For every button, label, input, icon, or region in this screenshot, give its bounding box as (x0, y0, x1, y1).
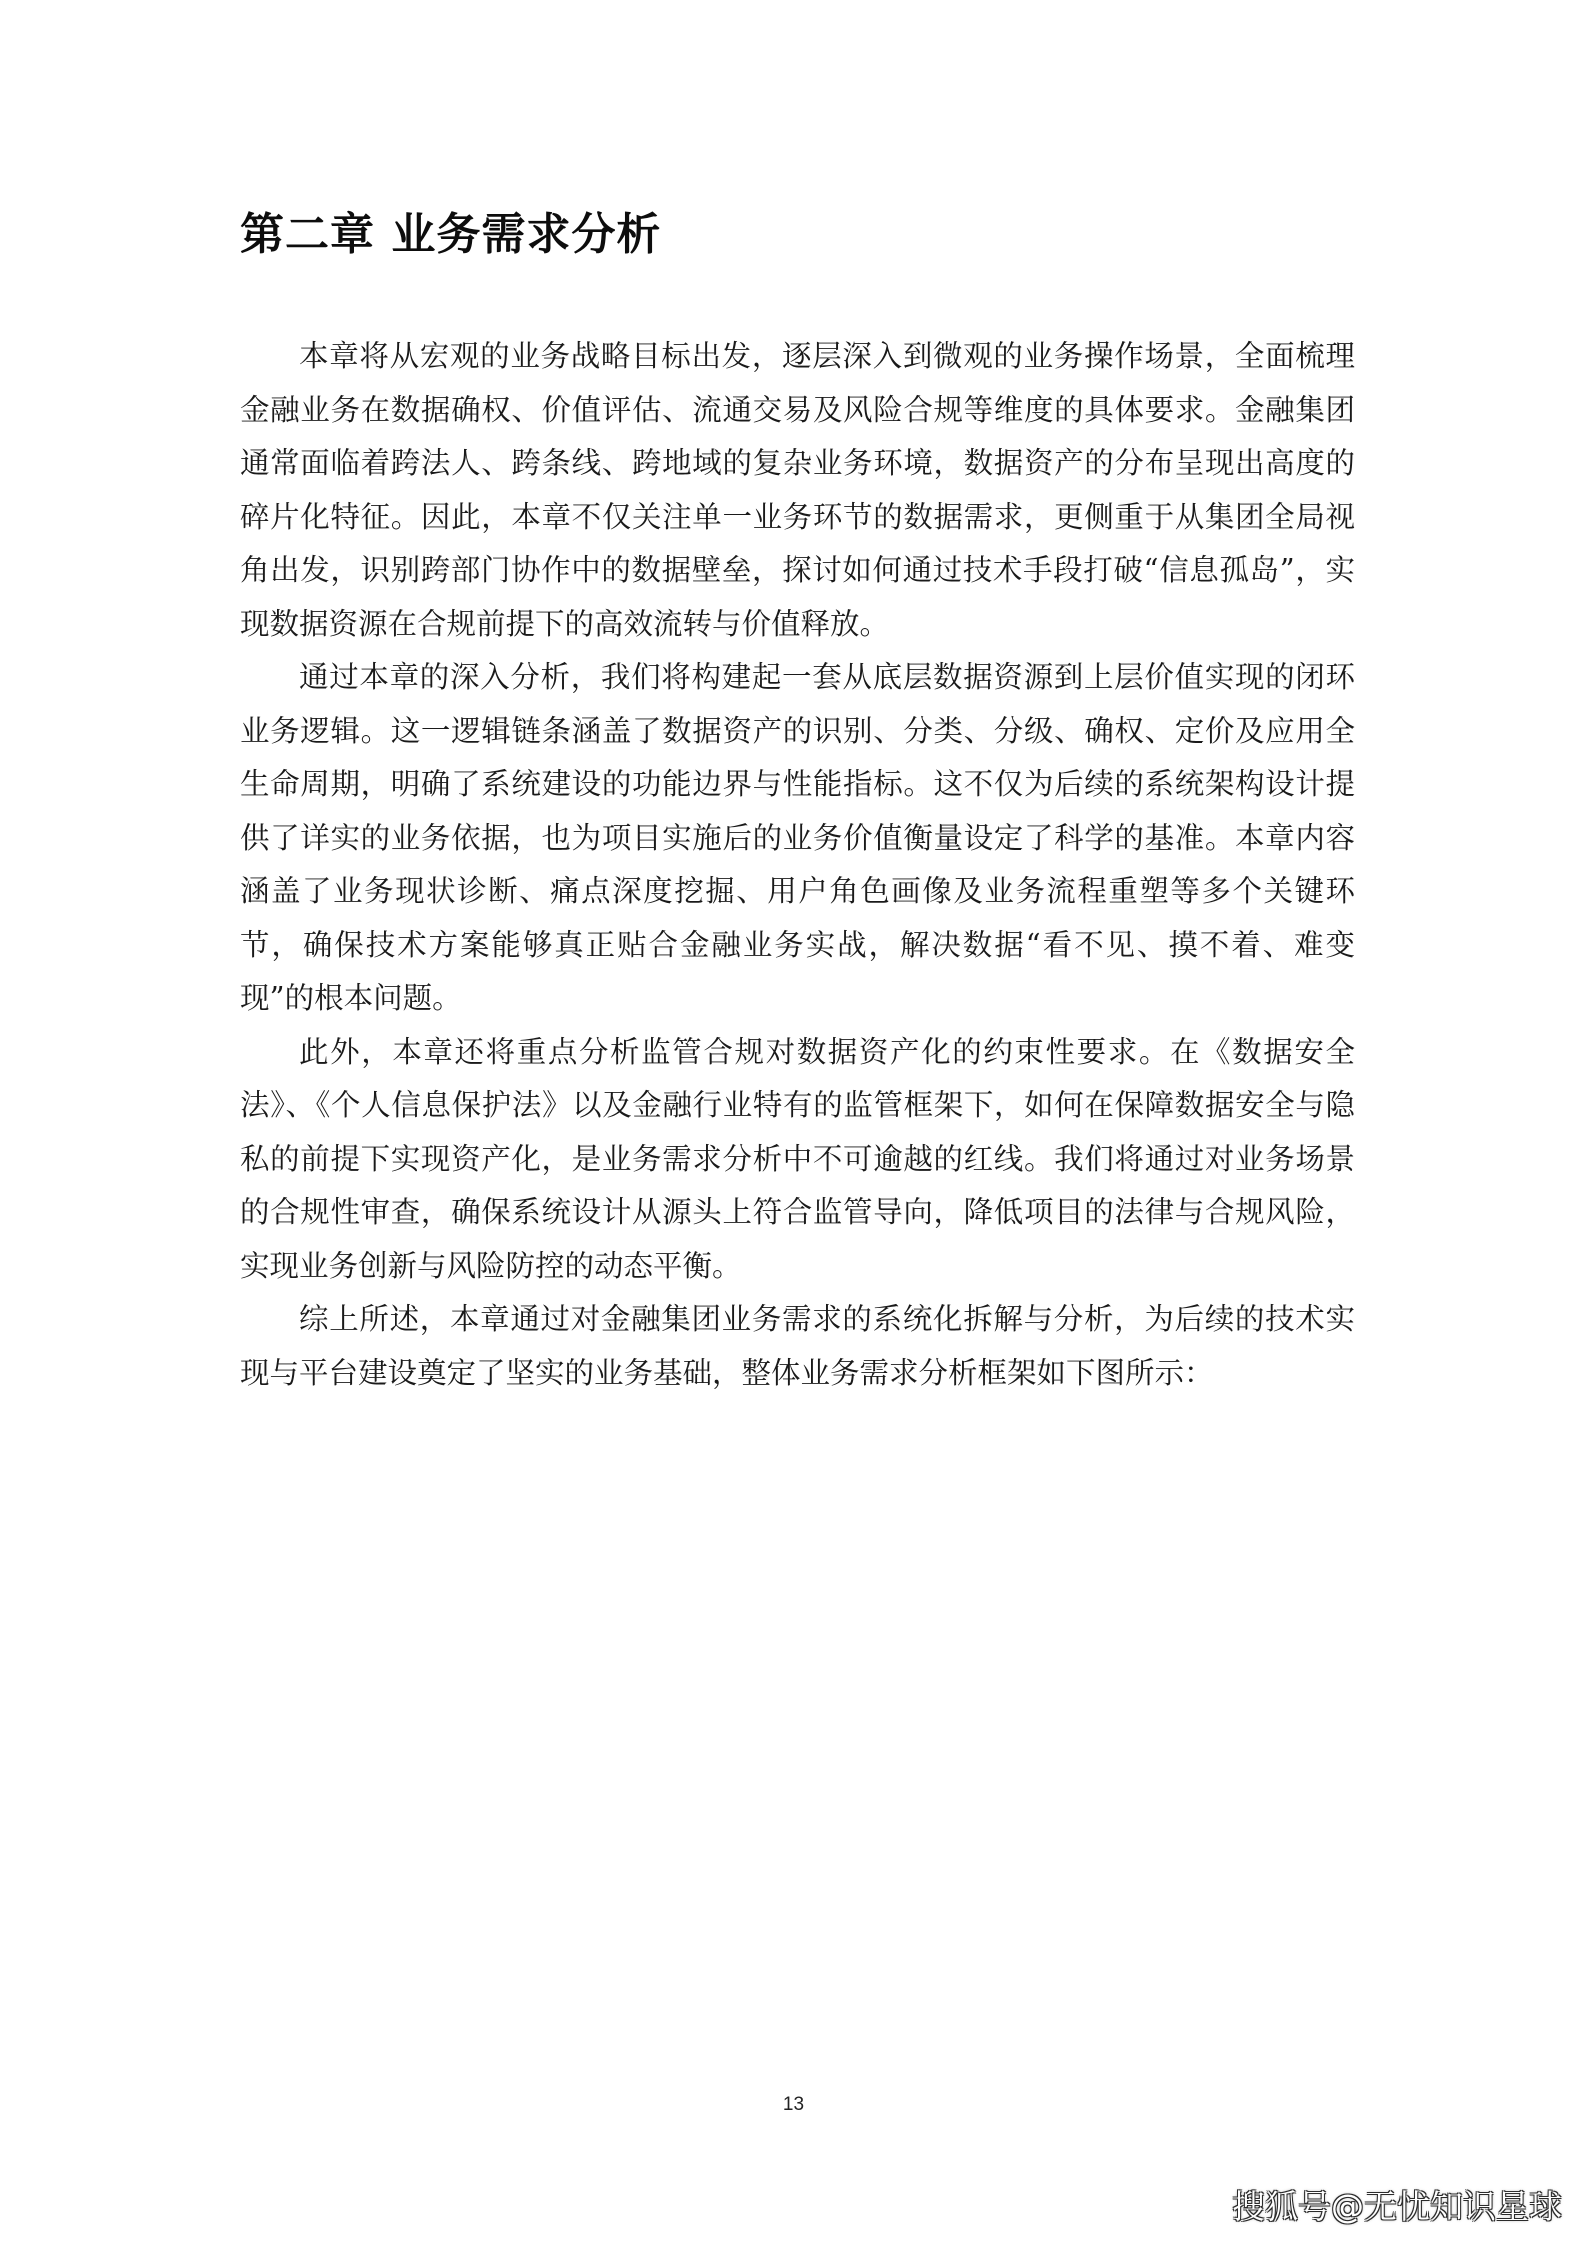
paragraph-intro: 本章将从宏观的业务战略目标出发，逐层深入到微观的业务操作场景，全面梳理金融业务在数据确权、价值评估、流通交易及风险合规等维度的具体要求。金融集团通常面临着跨法人、跨条线、跨地域的复杂业务环境，数据资产的分布呈现出高度的碎片化特征。因此，本章不仅关注单一业务环节的数据需求，更侧重于从集团全局视角出发，识别跨部门协作中的数据壁垒，探讨如何通过技术手段打破“信息孤岛”，实现数据资源在合规前提下的高效流转与价值释放。 (240, 339, 1355, 641)
body-text (240, 330, 1355, 1400)
page-number: 13 (782, 2094, 805, 2115)
paragraph-compliance: 此外，本章还将重点分析监管合规对数据资产化的约束性要求。在《数据安全法》、《个人信息保护法》以及金融行业特有的监管框架下，如何在保障数据安全与隐私的前提下实现资产化，是业务需求分析中不可逾越的红线。我们将通过对业务场景的合规性审查，确保系统设计从源头上符合监管导向，降低项目的法律与合规风险，实现业务创新与风险防控的动态平衡。 (240, 1034, 1355, 1283)
watermark: 搜狐号@无忧知识星球 (1232, 2187, 1562, 2226)
chapter-title: 第二章 业务需求分析 (240, 209, 662, 260)
paragraph-summary: 综上所述，本章通过对金融集团业务需求的系统化拆解与分析，为后续的技术实现与平台建设奠定了坚实的业务基础，整体业务需求分析框架如下图所示： (240, 1302, 1355, 1390)
paragraph-analysis: 通过本章的深入分析，我们将构建起一套从底层数据资源到上层价值实现的闭环业务逻辑。这一逻辑链条涵盖了数据资产的识别、分类、分级、确权、定价及应用全生命周期，明确了系统建设的功能边界与性能指标。这不仅为后续的系统架构设计提供了详实的业务依据，也为项目实施后的业务价值衡量设定了科学的基准。本章内容涵盖了业务现状诊断、痛点深度挖掘、用户角色画像及业务流程重塑等多个关键环节，确保技术方案能够真正贴合金融业务实战，解决数据“看不见、摸不着、难变现”的根本问题。 (240, 660, 1355, 1015)
